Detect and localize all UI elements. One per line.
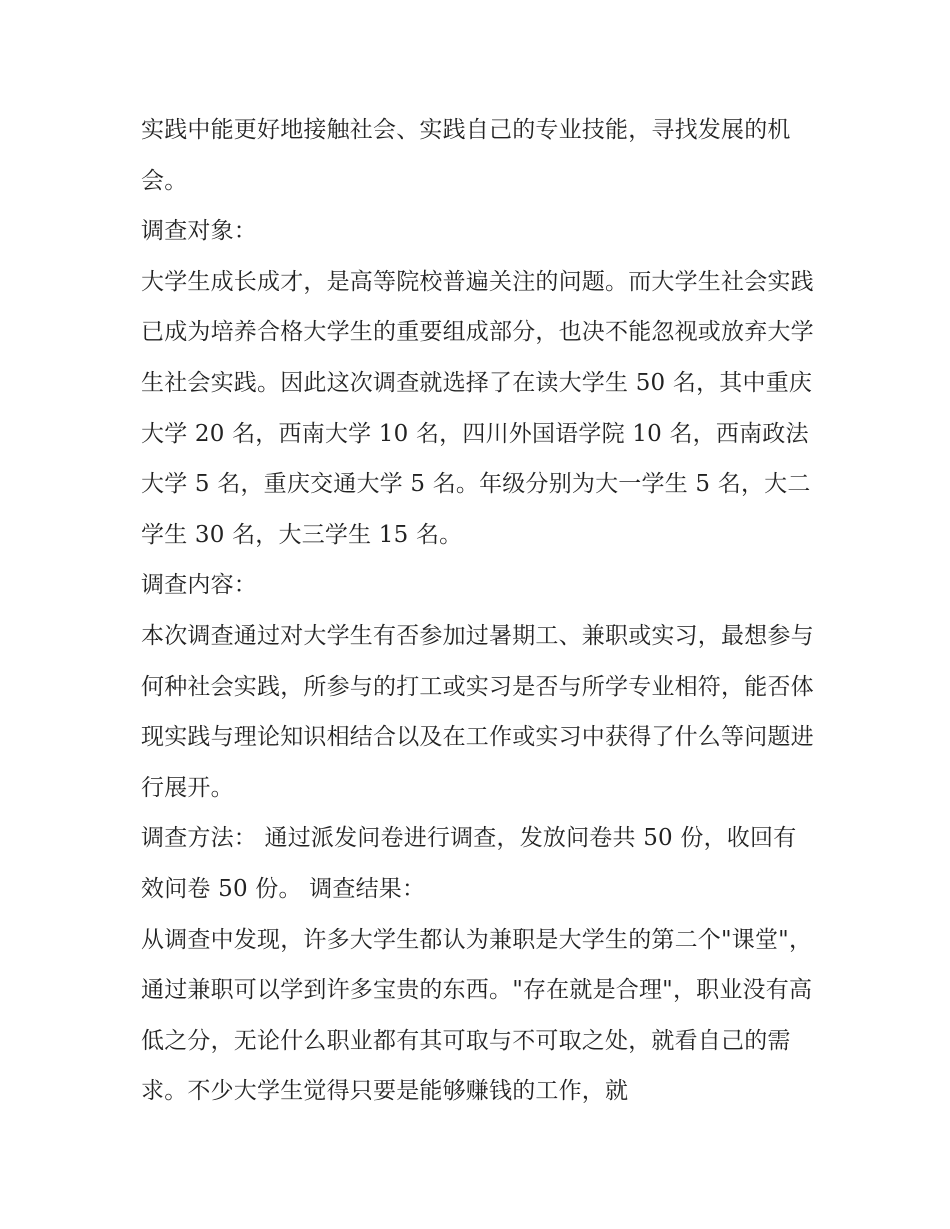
heading-survey-content: 调查内容： [141, 572, 257, 599]
paragraph-survey-subjects: 大学生成长成才，是高等院校普遍关注的问题。而大学生社会实践已成为培养合格大学生的重要组成部分，也决不能忽视或放弃大学生社会实践。因此这次调查就选择了在读大学生 50 名，其中重庆大学 20 名，西南大学 10 名，四川外国语学院 10 名，西南政法大学 5 名，重庆交通大学 5 名。年级分别为大一学生 5 名，大二学生 30 名，大三学生 15 名。 [141, 268, 814, 548]
paragraph-intro-continued: 实践中能更好地接触社会、实践自己的专业技能，寻找发展的机会。 [141, 117, 791, 194]
paragraph-survey-findings: 从调查中发现，许多大学生都认为兼职是大学生的第二个"课堂"，通过兼职可以学到许多宝贵的东西。"存在就是合理"，职业没有高低之分，无论什么职业都有其可取与不可取之处，就看自己的需求。不少大学生觉得只要是能够赚钱的工作，就 [141, 926, 813, 1105]
document-body [141, 105, 816, 1117]
paragraph-survey-method-results: 调查方法： 通过派发问卷进行调查，发放问卷共 50 份，收回有效问卷 50 份。 调查结果： [141, 825, 797, 902]
heading-survey-subjects: 调查对象： [141, 218, 257, 245]
paragraph-survey-content: 本次调查通过对大学生有否参加过暑期工、兼职或实习，最想参与何种社会实践，所参与的打工或实习是否与所学专业相符，能否体现实践与理论知识相结合以及在工作或实习中获得了什么等问题进行展开。 [141, 622, 814, 801]
